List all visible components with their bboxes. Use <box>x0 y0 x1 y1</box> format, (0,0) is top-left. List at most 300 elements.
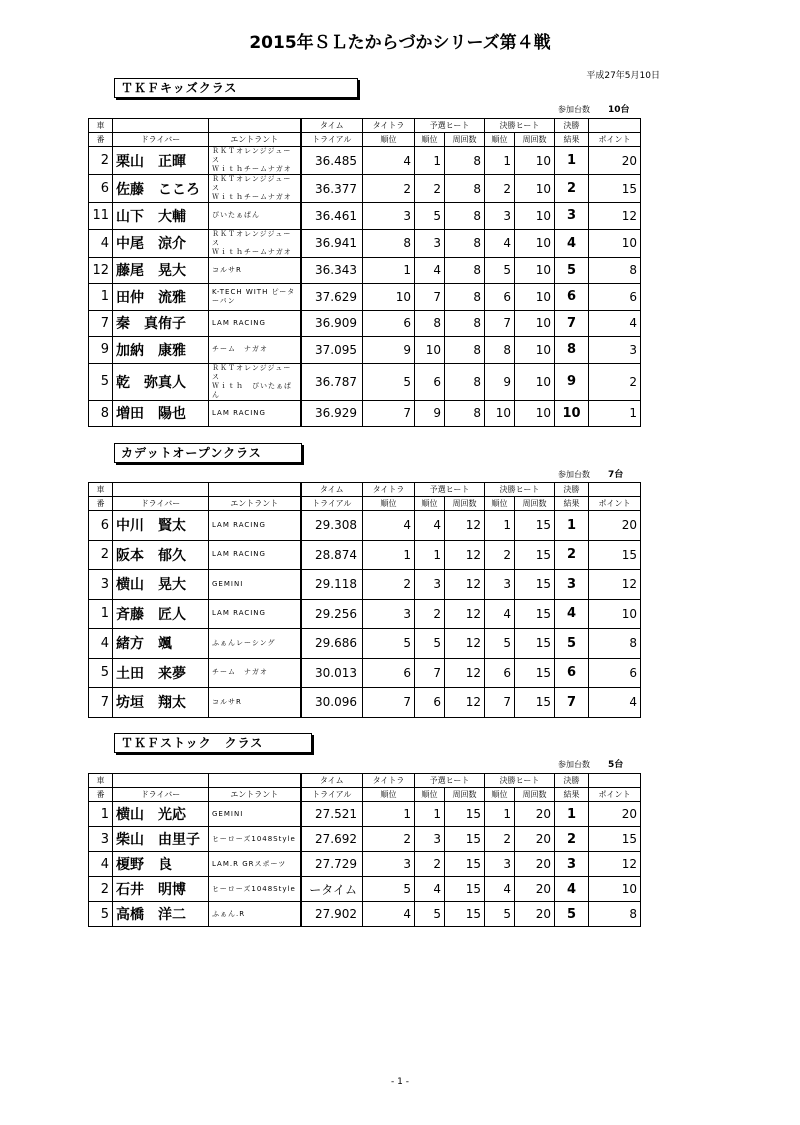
entrant-name: チーム ナガオ <box>209 337 301 364</box>
header-tt-2: 順位 <box>363 497 415 511</box>
trial-rank: 2 <box>363 175 415 203</box>
trial-time: 36.787 <box>301 363 363 400</box>
entrant-name: ふぁんレーシング <box>209 629 301 659</box>
final-position: 3 <box>485 570 515 600</box>
points: 15 <box>589 175 641 203</box>
entrant-name: コルサR <box>209 257 301 284</box>
entry-count-value: 10台 <box>608 105 630 115</box>
car-number: 12 <box>89 257 113 284</box>
header-heat: 予選ヒート <box>415 774 485 788</box>
trial-rank: 3 <box>363 203 415 230</box>
trial-rank: 1 <box>363 802 415 827</box>
trial-rank: 4 <box>363 147 415 175</box>
driver-name: 斉藤 匠人 <box>113 599 209 629</box>
header-result-2: 結果 <box>555 133 589 147</box>
car-number: 3 <box>89 570 113 600</box>
trial-time: 28.874 <box>301 540 363 570</box>
header-heat-laps: 周回数 <box>445 497 485 511</box>
trial-time: 36.485 <box>301 147 363 175</box>
points: 15 <box>589 540 641 570</box>
final-position: 3 <box>485 852 515 877</box>
header-points: ポイント <box>589 497 641 511</box>
heat-laps: 12 <box>445 658 485 688</box>
header-car: 車 <box>89 119 113 133</box>
points: 12 <box>589 570 641 600</box>
final-laps: 15 <box>515 629 555 659</box>
heat-position: 1 <box>415 147 445 175</box>
header-heat-pos: 順位 <box>415 497 445 511</box>
points: 12 <box>589 203 641 230</box>
header-points: ポイント <box>589 133 641 147</box>
final-result: 7 <box>555 310 589 337</box>
trial-rank: 4 <box>363 902 415 927</box>
trial-time: 29.118 <box>301 570 363 600</box>
header-car-2: 番 <box>89 497 113 511</box>
points: 4 <box>589 688 641 718</box>
entry-count-label: 参加台数 <box>558 105 590 114</box>
header-points: ポイント <box>589 788 641 802</box>
header-result-2: 結果 <box>555 497 589 511</box>
heat-laps: 8 <box>445 363 485 400</box>
results-table <box>88 482 641 718</box>
entrant-name: ふぁん.R <box>209 902 301 927</box>
entrant-name: LAM RACING <box>209 400 301 427</box>
trial-rank: 2 <box>363 570 415 600</box>
heat-position: 3 <box>415 570 445 600</box>
entry-count <box>558 467 623 480</box>
header-result: 決勝 <box>555 774 589 788</box>
heat-laps: 8 <box>445 175 485 203</box>
header-final-pos: 順位 <box>485 133 515 147</box>
car-number: 3 <box>89 827 113 852</box>
car-number: 2 <box>89 540 113 570</box>
heat-position: 2 <box>415 852 445 877</box>
final-position: 5 <box>485 629 515 659</box>
table-row <box>89 284 641 311</box>
entrant-name: LAM.R GRスポーツ <box>209 852 301 877</box>
trial-time: 29.686 <box>301 629 363 659</box>
final-position: 3 <box>485 203 515 230</box>
final-position: 5 <box>485 257 515 284</box>
points: 8 <box>589 257 641 284</box>
heat-laps: 8 <box>445 147 485 175</box>
heat-position: 4 <box>415 257 445 284</box>
final-result: 3 <box>555 203 589 230</box>
results-table <box>88 773 641 927</box>
final-laps: 10 <box>515 363 555 400</box>
points: 6 <box>589 284 641 311</box>
trial-rank: 6 <box>363 658 415 688</box>
heat-laps: 12 <box>445 688 485 718</box>
entry-count <box>558 757 623 770</box>
trial-rank: 3 <box>363 599 415 629</box>
car-number: 9 <box>89 337 113 364</box>
heat-position: 5 <box>415 902 445 927</box>
table-row <box>89 688 641 718</box>
final-result: 4 <box>555 229 589 257</box>
points: 15 <box>589 827 641 852</box>
heat-position: 6 <box>415 363 445 400</box>
final-result: 10 <box>555 400 589 427</box>
trial-time: 27.902 <box>301 902 363 927</box>
table-header-row <box>89 119 641 133</box>
driver-name: 田仲 流雅 <box>113 284 209 311</box>
trial-time: 37.629 <box>301 284 363 311</box>
trial-time: 29.256 <box>301 599 363 629</box>
driver-name: 佐藤 こころ <box>113 175 209 203</box>
final-position: 1 <box>485 511 515 541</box>
entrant-name: GEMINI <box>209 802 301 827</box>
points: 6 <box>589 658 641 688</box>
entrant-name: K-TECH WITH ピーターパン <box>209 284 301 311</box>
table-header-row <box>89 133 641 147</box>
final-result: 1 <box>555 511 589 541</box>
entrant-name: LAM RACING <box>209 599 301 629</box>
driver-name: 藤尾 晃大 <box>113 257 209 284</box>
final-result: 4 <box>555 599 589 629</box>
points: 1 <box>589 400 641 427</box>
table-row <box>89 802 641 827</box>
table-row <box>89 229 641 257</box>
heat-laps: 12 <box>445 540 485 570</box>
header-time-2: トライアル <box>301 497 363 511</box>
table-row <box>89 257 641 284</box>
heat-laps: 12 <box>445 599 485 629</box>
entrant-name: LAM RACING <box>209 540 301 570</box>
trial-rank: 8 <box>363 229 415 257</box>
entry-count-value: 7台 <box>608 470 624 480</box>
driver-name: 高橋 洋二 <box>113 902 209 927</box>
car-number: 8 <box>89 400 113 427</box>
final-result: 1 <box>555 147 589 175</box>
final-position: 4 <box>485 599 515 629</box>
header-tt-2: 順位 <box>363 133 415 147</box>
entry-count-value: 5台 <box>608 760 624 770</box>
final-laps: 20 <box>515 902 555 927</box>
final-position: 2 <box>485 175 515 203</box>
final-position: 5 <box>485 902 515 927</box>
header-final-laps: 周回数 <box>515 788 555 802</box>
header-final-laps: 周回数 <box>515 497 555 511</box>
date-label: 平成27年5月10日 <box>586 71 660 81</box>
car-number: 7 <box>89 310 113 337</box>
points: 10 <box>589 229 641 257</box>
driver-name: 横山 光応 <box>113 802 209 827</box>
points: 12 <box>589 852 641 877</box>
heat-position: 10 <box>415 337 445 364</box>
table-row <box>89 511 641 541</box>
page-title: 2015年ＳＬたからづかシリーズ第４戦 <box>249 33 551 53</box>
header-result-2: 結果 <box>555 788 589 802</box>
final-laps: 15 <box>515 658 555 688</box>
header-entrant: エントラント <box>209 497 301 511</box>
trial-time: 36.377 <box>301 175 363 203</box>
final-laps: 10 <box>515 229 555 257</box>
header-final: 決勝ヒート <box>485 483 555 497</box>
table-row <box>89 599 641 629</box>
trial-time: 36.941 <box>301 229 363 257</box>
entrant-name: GEMINI <box>209 570 301 600</box>
driver-name: 坊垣 翔太 <box>113 688 209 718</box>
header-heat: 予選ヒート <box>415 483 485 497</box>
car-number: 4 <box>89 852 113 877</box>
final-laps: 10 <box>515 400 555 427</box>
header-time-2: トライアル <box>301 788 363 802</box>
table-row <box>89 175 641 203</box>
header-tt: タイトラ <box>363 774 415 788</box>
driver-name: 土田 来夢 <box>113 658 209 688</box>
car-number: 1 <box>89 599 113 629</box>
header-time: タイム <box>301 483 363 497</box>
heat-position: 6 <box>415 688 445 718</box>
heat-position: 3 <box>415 827 445 852</box>
heat-laps: 8 <box>445 203 485 230</box>
entry-count <box>558 102 630 115</box>
heat-position: 5 <box>415 629 445 659</box>
driver-name: 山下 大輔 <box>113 203 209 230</box>
final-laps: 20 <box>515 827 555 852</box>
table-row <box>89 400 641 427</box>
heat-position: 4 <box>415 877 445 902</box>
final-position: 7 <box>485 310 515 337</box>
points: 8 <box>589 902 641 927</box>
header-tt-2: 順位 <box>363 788 415 802</box>
driver-name: 石井 明博 <box>113 877 209 902</box>
class-title: ＴＫＦキッズクラス <box>114 78 358 98</box>
table-row <box>89 540 641 570</box>
entrant-name: ＲＫＴオレンジジュース Ｗｉｔｈチームナガオ <box>209 229 301 257</box>
final-result: 8 <box>555 337 589 364</box>
trial-time: 27.521 <box>301 802 363 827</box>
points: 20 <box>589 511 641 541</box>
final-position: 7 <box>485 688 515 718</box>
trial-rank: 5 <box>363 363 415 400</box>
final-position: 8 <box>485 337 515 364</box>
header-heat: 予選ヒート <box>415 119 485 133</box>
header-entrant: エントラント <box>209 133 301 147</box>
final-laps: 10 <box>515 257 555 284</box>
final-laps: 15 <box>515 511 555 541</box>
final-position: 10 <box>485 400 515 427</box>
trial-time: 29.308 <box>301 511 363 541</box>
table-row <box>89 570 641 600</box>
heat-position: 9 <box>415 400 445 427</box>
trial-time: 36.929 <box>301 400 363 427</box>
final-result: 5 <box>555 629 589 659</box>
entry-count-label: 参加台数 <box>558 760 590 769</box>
heat-laps: 15 <box>445 877 485 902</box>
final-position: 2 <box>485 540 515 570</box>
final-laps: 10 <box>515 175 555 203</box>
header-time: タイム <box>301 774 363 788</box>
final-laps: 10 <box>515 147 555 175</box>
header-car: 車 <box>89 774 113 788</box>
class-title: カデットオープンクラス <box>114 443 302 463</box>
table-row <box>89 363 641 400</box>
header-tt: タイトラ <box>363 119 415 133</box>
header-final-pos: 順位 <box>485 497 515 511</box>
trial-rank: 7 <box>363 400 415 427</box>
car-number: 11 <box>89 203 113 230</box>
car-number: 1 <box>89 802 113 827</box>
table-row <box>89 877 641 902</box>
points: 20 <box>589 147 641 175</box>
car-number: 6 <box>89 511 113 541</box>
header-heat-pos: 順位 <box>415 788 445 802</box>
points: 4 <box>589 310 641 337</box>
trial-time: 36.909 <box>301 310 363 337</box>
class-title: ＴＫＦストック クラス <box>114 733 312 753</box>
heat-laps: 8 <box>445 310 485 337</box>
final-result: 9 <box>555 363 589 400</box>
table-row <box>89 310 641 337</box>
table-row <box>89 658 641 688</box>
car-number: 2 <box>89 147 113 175</box>
trial-time: 30.013 <box>301 658 363 688</box>
table-row <box>89 629 641 659</box>
header-heat-laps: 周回数 <box>445 133 485 147</box>
driver-name: 乾 弥真人 <box>113 363 209 400</box>
entrant-name: LAM RACING <box>209 511 301 541</box>
table-row <box>89 902 641 927</box>
entrant-name: ヒーローズ1048Style <box>209 827 301 852</box>
car-number: 5 <box>89 902 113 927</box>
car-number: 2 <box>89 877 113 902</box>
trial-rank: 5 <box>363 629 415 659</box>
driver-name: 中川 賢太 <box>113 511 209 541</box>
final-result: 5 <box>555 902 589 927</box>
trial-rank: 3 <box>363 852 415 877</box>
entrant-name: ＲＫＴオレンジジュース Ｗｉｔｈチームナガオ <box>209 147 301 175</box>
final-laps: 10 <box>515 203 555 230</box>
header-car-2: 番 <box>89 133 113 147</box>
final-laps: 15 <box>515 599 555 629</box>
points: 3 <box>589 337 641 364</box>
car-number: 7 <box>89 688 113 718</box>
heat-position: 2 <box>415 599 445 629</box>
final-position: 4 <box>485 877 515 902</box>
final-result: 4 <box>555 877 589 902</box>
heat-position: 5 <box>415 203 445 230</box>
trial-rank: 6 <box>363 310 415 337</box>
driver-name: 榎野 良 <box>113 852 209 877</box>
driver-name: 横山 晃大 <box>113 570 209 600</box>
driver-name: 中尾 涼介 <box>113 229 209 257</box>
final-result: 2 <box>555 175 589 203</box>
table-header-row <box>89 483 641 497</box>
final-laps: 10 <box>515 284 555 311</box>
heat-position: 3 <box>415 229 445 257</box>
header-driver: ドライバー <box>113 788 209 802</box>
header-final-pos: 順位 <box>485 788 515 802</box>
trial-time: 36.343 <box>301 257 363 284</box>
header-time-2: トライアル <box>301 133 363 147</box>
heat-laps: 8 <box>445 284 485 311</box>
header-tt: タイトラ <box>363 483 415 497</box>
trial-time: ータイム <box>301 877 363 902</box>
trial-rank: 4 <box>363 511 415 541</box>
page-number: - 1 - <box>391 1077 409 1087</box>
car-number: 4 <box>89 629 113 659</box>
header-result: 決勝 <box>555 119 589 133</box>
heat-laps: 12 <box>445 511 485 541</box>
final-position: 2 <box>485 827 515 852</box>
final-laps: 15 <box>515 570 555 600</box>
heat-position: 1 <box>415 802 445 827</box>
header-entrant: エントラント <box>209 788 301 802</box>
final-result: 3 <box>555 570 589 600</box>
entry-count-label: 参加台数 <box>558 470 590 479</box>
header-heat-pos: 順位 <box>415 133 445 147</box>
points: 8 <box>589 629 641 659</box>
final-position: 6 <box>485 658 515 688</box>
table-row <box>89 827 641 852</box>
final-laps: 20 <box>515 852 555 877</box>
points: 20 <box>589 802 641 827</box>
car-number: 6 <box>89 175 113 203</box>
final-laps: 10 <box>515 310 555 337</box>
final-position: 1 <box>485 147 515 175</box>
header-final-laps: 周回数 <box>515 133 555 147</box>
heat-laps: 15 <box>445 827 485 852</box>
car-number: 5 <box>89 363 113 400</box>
driver-name: 阪本 郁久 <box>113 540 209 570</box>
heat-position: 7 <box>415 284 445 311</box>
trial-rank: 2 <box>363 827 415 852</box>
table-header-row <box>89 788 641 802</box>
trial-rank: 7 <box>363 688 415 718</box>
final-laps: 15 <box>515 540 555 570</box>
heat-laps: 8 <box>445 337 485 364</box>
entrant-name: コルサR <box>209 688 301 718</box>
final-position: 6 <box>485 284 515 311</box>
trial-rank: 1 <box>363 257 415 284</box>
heat-position: 4 <box>415 511 445 541</box>
heat-laps: 8 <box>445 400 485 427</box>
points: 10 <box>589 599 641 629</box>
heat-position: 8 <box>415 310 445 337</box>
heat-laps: 15 <box>445 902 485 927</box>
final-position: 9 <box>485 363 515 400</box>
header-heat-laps: 周回数 <box>445 788 485 802</box>
trial-time: 37.095 <box>301 337 363 364</box>
final-laps: 15 <box>515 688 555 718</box>
driver-name: 増田 陽也 <box>113 400 209 427</box>
entrant-name: チーム ナガオ <box>209 658 301 688</box>
header-car-2: 番 <box>89 788 113 802</box>
final-result: 3 <box>555 852 589 877</box>
points: 10 <box>589 877 641 902</box>
driver-name: 緒方 颯 <box>113 629 209 659</box>
entrant-name: ＲＫＴオレンジジュース Ｗｉｔｈ ぴいたぁぱん <box>209 363 301 400</box>
header-driver: ドライバー <box>113 497 209 511</box>
header-driver: ドライバー <box>113 133 209 147</box>
trial-rank: 5 <box>363 877 415 902</box>
header-final: 決勝ヒート <box>485 119 555 133</box>
table-header-row <box>89 497 641 511</box>
car-number: 5 <box>89 658 113 688</box>
trial-time: 30.096 <box>301 688 363 718</box>
final-laps: 10 <box>515 337 555 364</box>
trial-time: 27.729 <box>301 852 363 877</box>
heat-laps: 12 <box>445 570 485 600</box>
final-result: 6 <box>555 658 589 688</box>
table-row <box>89 852 641 877</box>
final-laps: 20 <box>515 877 555 902</box>
driver-name: 秦 真侑子 <box>113 310 209 337</box>
heat-laps: 15 <box>445 802 485 827</box>
heat-laps: 15 <box>445 852 485 877</box>
